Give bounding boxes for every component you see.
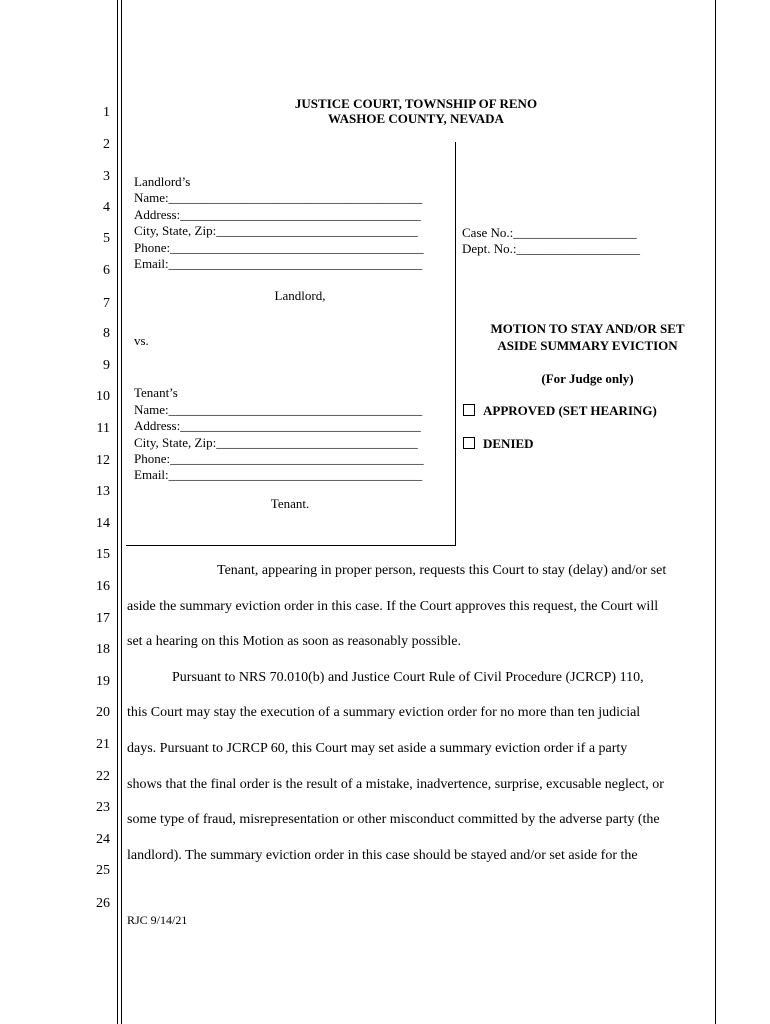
landlord-heading: Landlord’s <box>134 174 191 189</box>
line-number: 1 <box>103 105 110 120</box>
left-margin-rule-2 <box>121 0 122 1024</box>
body-line: landlord). The summary eviction order in this case should be stayed and/or set aside for the <box>127 848 638 863</box>
body-line: some type of fraud, misrepresentation or other misconduct committed by the adverse party (the <box>127 812 660 827</box>
line-number: 9 <box>103 358 110 373</box>
caption-divider-horizontal <box>126 545 456 546</box>
tenant-name-field[interactable]: Name:_______________________________________ <box>134 402 423 417</box>
county-name: WASHOE COUNTY, NEVADA <box>328 111 504 126</box>
line-number: 16 <box>96 579 110 594</box>
line-number: 2 <box>103 137 110 152</box>
landlord-city-field[interactable]: City, State, Zip:_______________________________ <box>134 223 418 238</box>
form-revision-footer: RJC 9/14/21 <box>127 913 188 927</box>
line-number: 21 <box>96 737 110 752</box>
body-line: Tenant, appearing in proper person, requests this Court to stay (delay) and/or set <box>217 563 667 578</box>
line-number: 7 <box>103 296 110 311</box>
court-name: JUSTICE COURT, TOWNSHIP OF RENO <box>294 96 538 111</box>
line-number: 17 <box>96 611 110 626</box>
caption-divider-vertical <box>455 142 456 545</box>
line-number: 26 <box>96 896 110 911</box>
line-number: 20 <box>96 705 110 720</box>
dept-number-field[interactable]: Dept. No.:___________________ <box>462 241 641 256</box>
tenant-address-field[interactable]: Address:_____________________________________ <box>134 418 421 433</box>
case-number-field[interactable]: Case No.:___________________ <box>462 225 637 240</box>
tenant-city-field[interactable]: City, State, Zip:_______________________________ <box>134 435 418 450</box>
body-line: days. Pursuant to JCRCP 60, this Court may set aside a summary eviction order if a party <box>127 741 628 756</box>
denied-label: DENIED <box>483 436 534 451</box>
line-number: 24 <box>96 832 110 847</box>
body-line: shows that the final order is the result of a mistake, inadvertence, surprise, excusable neglect, or <box>127 777 664 792</box>
line-number: 6 <box>103 263 110 278</box>
left-margin-rule-1 <box>117 0 118 1024</box>
line-number: 19 <box>96 674 110 689</box>
line-number: 25 <box>96 863 110 878</box>
landlord-email-field[interactable]: Email:_______________________________________ <box>134 256 423 271</box>
versus-label: vs. <box>134 333 149 348</box>
body-line: aside the summary eviction order in this case. If the Court approves this request, the Court will <box>127 599 659 614</box>
approved-checkbox[interactable] <box>463 404 475 416</box>
line-number: 13 <box>96 484 110 499</box>
tenant-email-field[interactable]: Email:_______________________________________ <box>134 467 423 482</box>
tenant-heading: Tenant’s <box>134 385 178 400</box>
line-number: 18 <box>96 642 110 657</box>
motion-title-line-2: ASIDE SUMMARY EVICTION <box>497 338 678 353</box>
approved-option[interactable] <box>463 403 657 419</box>
body-line: set a hearing on this Motion as soon as reasonably possible. <box>127 634 462 649</box>
right-margin-rule <box>715 0 716 1024</box>
line-number: 22 <box>96 769 110 784</box>
line-number: 14 <box>96 516 110 531</box>
line-number: 4 <box>103 200 110 215</box>
denied-option[interactable] <box>463 436 534 452</box>
line-number: 23 <box>96 800 110 815</box>
line-number: 5 <box>103 231 110 246</box>
line-number: 12 <box>96 453 110 468</box>
body-line: Pursuant to NRS 70.010(b) and Justice Court Rule of Civil Procedure (JCRCP) 110, <box>172 670 644 685</box>
landlord-address-field[interactable]: Address:_____________________________________ <box>134 207 421 222</box>
line-number: 11 <box>96 421 110 436</box>
motion-title-line-1: MOTION TO STAY AND/OR SET <box>490 321 685 336</box>
line-number: 8 <box>103 326 110 341</box>
approved-label: APPROVED (SET HEARING) <box>483 403 657 418</box>
line-number: 15 <box>96 547 110 562</box>
landlord-role: Landlord, <box>274 288 326 303</box>
judge-only-note: (For Judge only) <box>541 371 634 386</box>
landlord-phone-field[interactable]: Phone:_______________________________________ <box>134 240 424 255</box>
line-number: 10 <box>96 389 110 404</box>
line-number: 3 <box>103 169 110 184</box>
landlord-name-field[interactable]: Name:_______________________________________ <box>134 190 423 205</box>
tenant-phone-field[interactable]: Phone:_______________________________________ <box>134 451 424 466</box>
body-line: this Court may stay the execution of a summary eviction order for no more than ten judicial <box>127 705 641 720</box>
denied-checkbox[interactable] <box>463 437 475 449</box>
tenant-role: Tenant. <box>270 496 310 511</box>
